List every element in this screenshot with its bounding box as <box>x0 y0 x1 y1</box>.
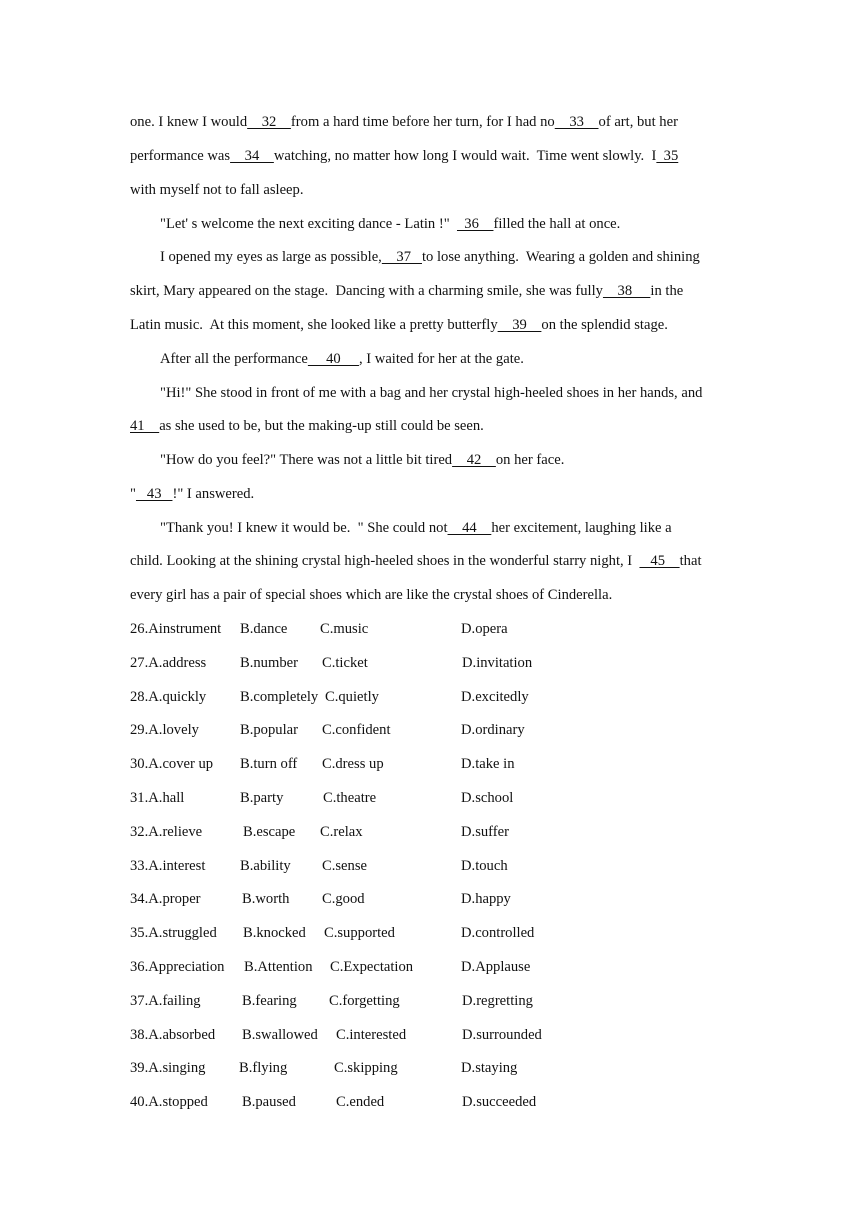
option-a-text: Appreciation <box>148 959 225 975</box>
question-number: 27.A. <box>130 655 163 671</box>
option-b: B.flying <box>239 1060 288 1076</box>
option-a <box>130 619 221 639</box>
option-a-text: lovely <box>162 722 199 738</box>
option-a <box>130 687 206 707</box>
passage-line <box>130 180 303 200</box>
option-b: B.dance <box>240 621 288 637</box>
option-c: C.music <box>320 621 369 637</box>
option-a <box>130 653 206 673</box>
text: that <box>679 553 702 569</box>
option-c: C.skipping <box>334 1060 398 1076</box>
option-d: D.surrounded <box>462 1027 542 1043</box>
passage-line <box>160 450 564 470</box>
question-number: 26.A <box>130 621 159 637</box>
blank-37: 37 <box>381 249 422 265</box>
option-b: B.knocked <box>243 925 306 941</box>
option-a <box>130 1092 208 1112</box>
text: "Hi!" She stood in front of me with a bag and her crystal high-heeled shoes in her hands, and <box>160 385 703 401</box>
option-d: D.invitation <box>462 655 533 671</box>
question-number: 35.A. <box>130 925 163 941</box>
text: on her face. <box>495 452 565 468</box>
option-a-text: singing <box>162 1060 206 1076</box>
blank-44: 44 <box>447 520 492 536</box>
text: "Thank you! I knew it would be. " She could not <box>160 520 448 536</box>
text: filled the hall at once. <box>493 216 621 232</box>
passage-line <box>130 551 702 571</box>
text: After all the performance <box>160 351 308 367</box>
option-a-text: failing <box>162 993 201 1009</box>
question-number: 38.A. <box>130 1027 163 1043</box>
option-c: C.confident <box>322 722 391 738</box>
question-number: 29.A. <box>130 722 163 738</box>
passage-line <box>130 315 668 335</box>
option-d: D.staying <box>461 1060 518 1076</box>
text: her excitement, laughing like a <box>491 520 672 536</box>
option-a-text: relieve <box>162 824 203 840</box>
question-number: 31.A. <box>130 790 163 806</box>
option-d: D.excitedly <box>461 689 529 705</box>
blank-36: 36 <box>456 216 494 232</box>
question-number: 34.A. <box>130 891 163 907</box>
option-a <box>130 720 199 740</box>
text: in the <box>650 283 684 299</box>
text: as she used to be, but the making-up still could be seen. <box>159 418 484 434</box>
option-d: D.controlled <box>461 925 535 941</box>
option-a-text: cover up <box>162 756 214 772</box>
option-c: C.supported <box>324 925 395 941</box>
option-d: D.succeeded <box>462 1094 537 1110</box>
text: every girl has a pair of special shoes which are like the crystal shoes of Cinderella. <box>130 587 613 603</box>
option-b: B.number <box>240 655 298 671</box>
text: on the splendid stage. <box>541 317 668 333</box>
passage-line <box>130 484 254 504</box>
option-d: D.happy <box>461 891 511 907</box>
option-a <box>130 991 201 1011</box>
option-a-text: struggled <box>162 925 217 941</box>
text: , I waited for her at the gate. <box>358 351 524 367</box>
option-a-text: quickly <box>162 689 207 705</box>
question-number: 33.A. <box>130 858 163 874</box>
text: "How do you feel?" There was not a little bit tired <box>160 452 453 468</box>
option-a <box>130 889 201 909</box>
blank-32: 32 <box>247 114 291 130</box>
option-a <box>130 822 202 842</box>
passage-line <box>160 518 672 538</box>
option-b: B.popular <box>240 722 298 738</box>
text: I opened my eyes as large as possible, <box>160 249 382 265</box>
option-b: B.turn off <box>240 756 298 772</box>
passage-line <box>130 281 683 301</box>
option-b: B.ability <box>240 858 291 874</box>
option-d: D.school <box>461 790 514 806</box>
option-d: D.take in <box>461 756 515 772</box>
blank-43: 43 <box>135 486 173 502</box>
passage-line <box>160 214 620 234</box>
option-c: C.Expectation <box>330 959 414 975</box>
option-c: C.dress up <box>322 756 384 772</box>
text: performance was <box>130 148 231 164</box>
passage-line <box>130 146 678 166</box>
text: to lose anything. Wearing a golden and shining <box>421 249 700 265</box>
option-a-text: interest <box>162 858 206 874</box>
option-c: C.good <box>322 891 365 907</box>
option-a-text: proper <box>162 891 201 907</box>
option-a-text: hall <box>162 790 185 806</box>
option-c: C.sense <box>322 858 367 874</box>
text: watching, no matter how long I would wait. Time went slowly. I <box>273 148 657 164</box>
text: !" I answered. <box>172 486 255 502</box>
text: from a hard time before her turn, for I had no <box>290 114 555 130</box>
blank-42: 42 <box>452 452 496 468</box>
option-a-text: address <box>162 655 207 671</box>
option-c: C.ended <box>336 1094 385 1110</box>
text: of art, but her <box>598 114 678 130</box>
blank-41: 41 <box>130 418 160 434</box>
question-number: 37.A. <box>130 993 163 1009</box>
question-number: 36. <box>130 959 149 975</box>
option-c: C.interested <box>336 1027 407 1043</box>
option-a <box>130 923 217 943</box>
option-d: D.opera <box>461 621 508 637</box>
option-b: B.fearing <box>242 993 297 1009</box>
question-number: 28.A. <box>130 689 163 705</box>
option-a-text: instrument <box>158 621 222 637</box>
option-b: B.completely <box>240 689 319 705</box>
text: child. Looking at the shining crystal high-heeled shoes in the wonderful starry night, I <box>130 553 640 569</box>
blank-39: 39 <box>497 317 542 333</box>
text: skirt, Mary appeared on the stage. Dancing with a charming smile, she was fully <box>130 283 603 299</box>
blank-33: 33 <box>554 114 599 130</box>
option-a <box>130 856 205 876</box>
option-b: B.Attention <box>244 959 313 975</box>
option-b: B.worth <box>242 891 290 907</box>
option-b: B.paused <box>242 1094 296 1110</box>
option-c: C.ticket <box>322 655 368 671</box>
option-a <box>130 788 184 808</box>
option-a-text: absorbed <box>162 1027 216 1043</box>
passage-line <box>130 416 484 436</box>
option-a-text: stopped <box>162 1094 208 1110</box>
question-number: 39.A. <box>130 1060 163 1076</box>
text: "Let' s welcome the next exciting dance - Latin !" <box>160 216 457 232</box>
blank-34: 34 <box>230 148 274 164</box>
option-a <box>130 957 224 977</box>
option-c: C.forgetting <box>329 993 400 1009</box>
option-c: C.quietly <box>325 689 379 705</box>
option-d: D.regretting <box>462 993 533 1009</box>
option-b: B.swallowed <box>242 1027 318 1043</box>
question-number: 40.A. <box>130 1094 163 1110</box>
passage-line <box>160 383 702 403</box>
option-a <box>130 754 213 774</box>
passage-line <box>160 349 524 369</box>
text: one. I knew I would <box>130 114 248 130</box>
option-d: D.touch <box>461 858 508 874</box>
passage-line <box>160 247 700 267</box>
passage-line <box>130 585 612 605</box>
option-b: B.party <box>240 790 284 806</box>
option-a <box>130 1058 205 1078</box>
text: with myself not to fall asleep. <box>130 182 304 198</box>
option-d: D.ordinary <box>461 722 525 738</box>
text: " <box>130 486 136 502</box>
option-a <box>130 1025 215 1045</box>
blank-40: 40 <box>307 351 359 367</box>
passage-line <box>130 112 678 132</box>
blank-45: 45 <box>639 553 680 569</box>
option-d: D.suffer <box>461 824 509 840</box>
text: Latin music. At this moment, she looked like a pretty butterfly <box>130 317 498 333</box>
question-number: 30.A. <box>130 756 163 772</box>
blank-38: 38 <box>602 283 651 299</box>
option-c: C.theatre <box>323 790 377 806</box>
option-c: C.relax <box>320 824 363 840</box>
question-number: 32.A. <box>130 824 163 840</box>
option-d: D.Applause <box>461 959 531 975</box>
blank-35: 35 <box>656 148 679 164</box>
option-b: B.escape <box>243 824 296 840</box>
